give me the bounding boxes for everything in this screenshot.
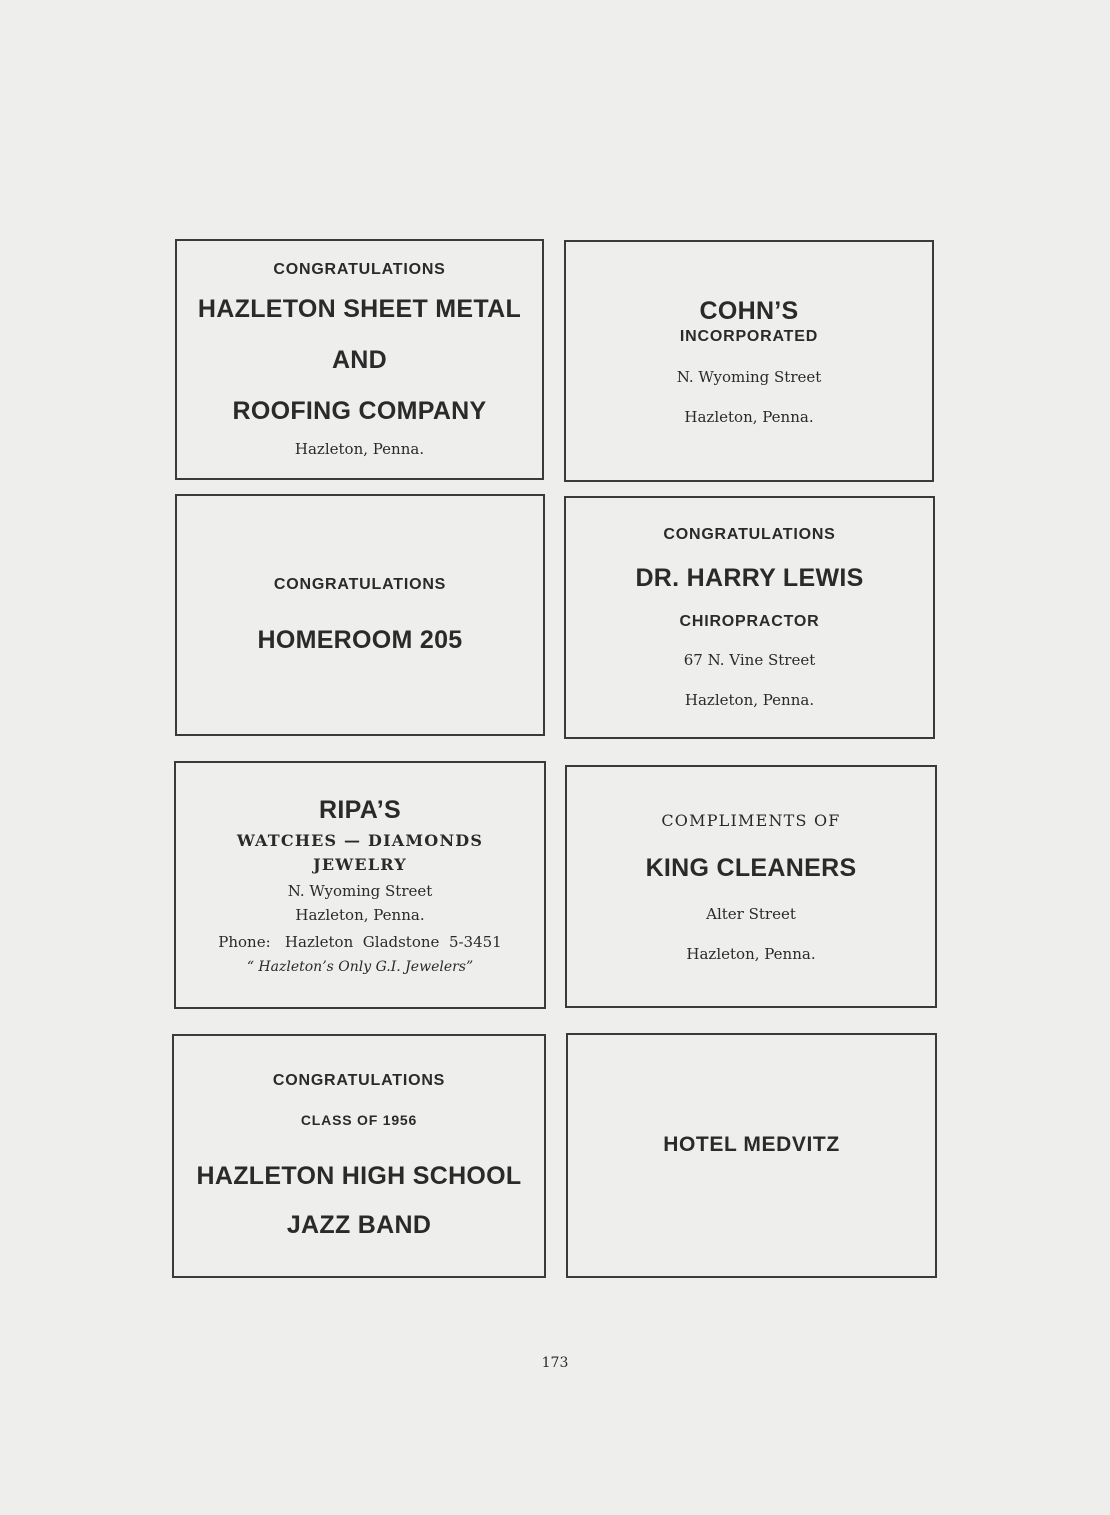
ad-business-name: HOMEROOM 205 [257, 625, 463, 654]
ad-business-name: KING CLEANERS [645, 853, 857, 882]
ad-slogan: “ Hazleton’s Only G.I. Jewelers” [246, 958, 474, 975]
ad-business-name: HOTEL MEDVITZ [663, 1133, 840, 1156]
ad-business-name: AND [331, 346, 388, 374]
ad-dr-harry-lewis [564, 496, 935, 739]
ad-street: Alter Street [706, 904, 796, 923]
ad-products: JEWELRY [313, 854, 407, 874]
ad-cohns [564, 240, 934, 482]
ad-greeting: CONGRATULATIONS [272, 1072, 446, 1089]
ad-class: CLASS OF 1956 [300, 1112, 418, 1128]
ad-business-name: HAZLETON SHEET METAL [197, 295, 522, 323]
ad-products: WATCHES — DIAMONDS [236, 830, 484, 850]
ad-street: N. Wyoming Street [676, 367, 822, 386]
ad-location: Hazleton, Penna. [684, 691, 815, 709]
ad-location: Hazleton, Penna. [686, 944, 816, 963]
ad-location: Hazleton, Penna. [295, 905, 425, 924]
ad-king-cleaners [565, 765, 937, 1008]
ad-subtitle: INCORPORATED [679, 327, 819, 345]
ad-business-name: JAZZ BAND [286, 1211, 432, 1239]
ad-business-name: DR. HARRY LEWIS [635, 564, 864, 592]
page-number: 173 [541, 1355, 569, 1371]
ad-hazleton-high-school-jazz-band [172, 1034, 546, 1278]
ad-business-name: HAZLETON HIGH SCHOOL [196, 1162, 522, 1190]
ad-greeting: CONGRATULATIONS [273, 261, 446, 278]
ad-location: Hazleton, Penna. [684, 407, 814, 426]
ad-street: N. Wyoming Street [287, 881, 433, 900]
ad-greeting: COMPLIMENTS OF [661, 810, 841, 830]
ad-phone: Phone: Hazleton Gladstone 5-3451 [218, 932, 502, 951]
ad-hotel-medvitz [566, 1033, 937, 1278]
ad-location: Hazleton, Penna. [294, 440, 425, 458]
ad-business-name: ROOFING COMPANY [232, 397, 487, 425]
ad-hazleton-sheet-metal [175, 239, 544, 480]
ad-greeting: CONGRATULATIONS [663, 526, 836, 543]
ad-business-name: RIPA’S [319, 795, 401, 824]
ad-ripas [174, 761, 546, 1009]
ad-street: 67 N. Vine Street [683, 651, 816, 669]
ad-title: CHIROPRACTOR [679, 613, 820, 630]
ad-greeting: CONGRATULATIONS [273, 575, 447, 593]
ad-business-name: COHN’S [699, 296, 799, 325]
ad-homeroom-205 [175, 494, 545, 736]
